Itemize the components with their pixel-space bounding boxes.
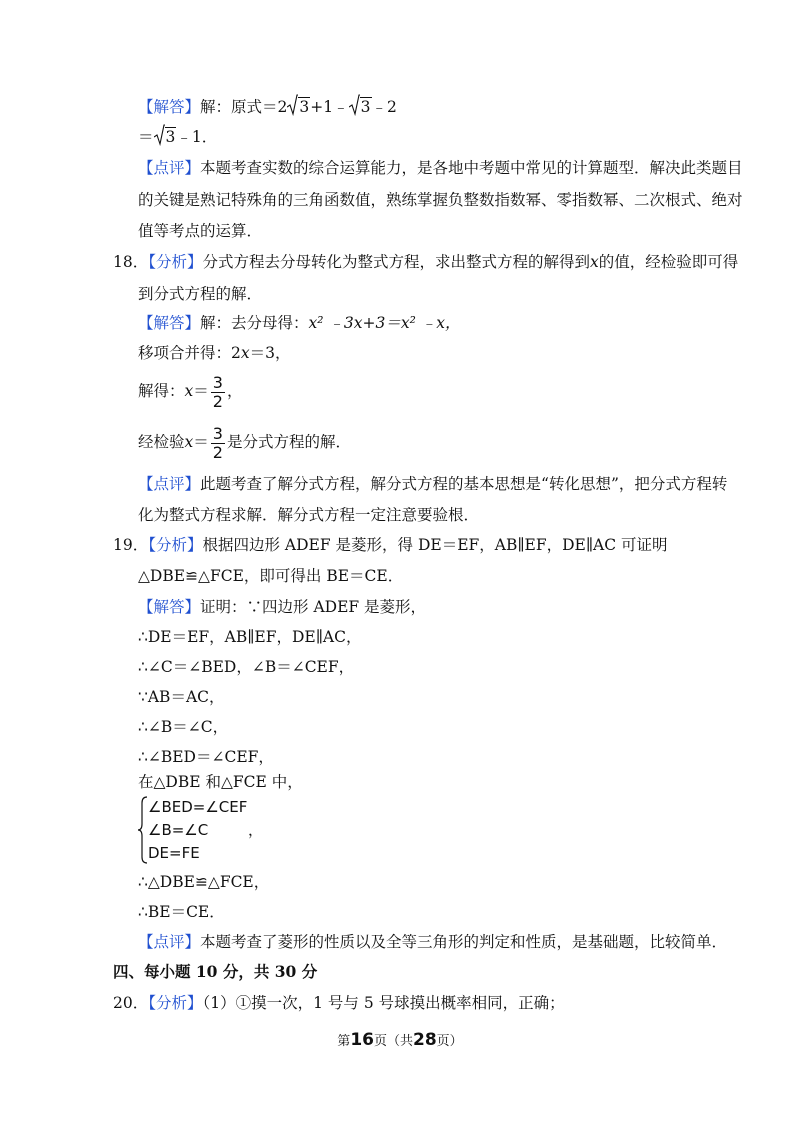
equation-system [138, 796, 298, 864]
system-row: ∠B=∠C [148, 821, 209, 839]
q19-analysis-line-1: 19．【分析】根据四边形 ADEF 是菱形，得 DE＝EF，AB∥EF，DE∥AC 可证明 [113, 536, 668, 554]
q17-sol-prefix: 解：原式＝2 [200, 98, 288, 116]
q19-step: ∴∠BED＝∠CEF， [138, 748, 274, 766]
comment-tag: 【点评】 [138, 475, 201, 493]
question-number: 19． [113, 536, 149, 554]
sqrt-symbol: 3 [154, 127, 177, 147]
sqrt-symbol: 3 [349, 97, 372, 117]
q19-step: 在△DBE 和△FCE 中， [138, 773, 303, 791]
sqrt-symbol: 3 [287, 97, 310, 117]
q19-analysis-line-2: △DBE≌△FCE，即可得出 BE＝CE． [138, 567, 404, 585]
q19-conclusion-2: ∴BE＝CE． [138, 903, 225, 921]
q18-comment-line-2: 化为整式方程求解．解分式方程一定注意要验根． [138, 506, 480, 524]
answer-tag: 【解答】 [138, 598, 201, 616]
fraction: $\frac{3}{2}$ [212, 423, 223, 462]
q19-comment: 【点评】本题考查了菱形的性质以及全等三角形的判定和性质，是基础题，比较简单． [138, 933, 728, 951]
analysis-tag: 【分析】 [148, 253, 203, 271]
q17-solution-line-2: ＝ 3﹣1． [138, 127, 217, 147]
q18-analysis-line-2: 到分式方程的解． [138, 285, 263, 303]
q18-solution-line-3: 解得：x＝ $\frac{3}{2}$ ， [138, 372, 243, 411]
q19-conclusion-1: ∴△DBE≌△FCE， [138, 873, 270, 891]
q18-comment-line-1: 【点评】此题考查了解分式方程，解分式方程的基本思想是“转化思想”，把分式方程转 [138, 475, 728, 493]
q19-solution-line-1: 【解答】证明：∵四边形 ADEF 是菱形， [138, 598, 427, 616]
q17-comment-line-1: 【点评】本题考查实数的综合运算能力，是各地中考题中常见的计算题型．解决此类题目 [138, 159, 743, 177]
page-total: 28 [413, 1030, 437, 1050]
q19-step: ∵AB＝AC， [138, 688, 225, 706]
system-comma: ， [248, 821, 264, 839]
q17-comment-line-3: 值等考点的运算． [138, 222, 263, 240]
comment-tag: 【点评】 [138, 933, 201, 951]
analysis-tag: 【分析】 [148, 994, 203, 1012]
q18-analysis-line-1: 18．【分析】分式方程去分母转化为整式方程，求出整式方程的解得到x的值，经检验即可得 [113, 253, 739, 271]
q19-step: ∴∠C＝∠BED，∠B＝∠CEF， [138, 658, 355, 676]
q19-step: ∴DE＝EF，AB∥EF，DE∥AC， [138, 628, 362, 646]
q17-solution-line-1: 【解答】解：原式＝2 3+1﹣ 3﹣2 [138, 97, 397, 117]
system-row: DE=FE [148, 844, 200, 862]
page-number: 16 [350, 1030, 374, 1050]
question-number: 18． [113, 253, 149, 271]
q17-comment-line-2: 的关键是熟记特殊角的三角函数值，熟练掌握负整数指数幂、零指数幂、二次根式、绝对 [138, 191, 743, 209]
question-number: 20． [113, 994, 149, 1012]
answer-tag: 【解答】 [138, 314, 201, 332]
comment-tag: 【点评】 [138, 159, 201, 177]
q18-solution-line-1: 【解答】解：去分母得：x² ﹣3x+3＝x² ﹣x， [138, 314, 461, 332]
q19-step: ∴∠B＝∠C， [138, 718, 229, 736]
analysis-tag: 【分析】 [148, 536, 203, 554]
section-heading: 四、每小题 10 分，共 30 分 [113, 962, 318, 981]
left-brace-icon [138, 796, 148, 864]
q18-solution-line-2: 移项合并得：2x＝3， [138, 344, 291, 362]
answer-tag: 【解答】 [138, 98, 201, 116]
q18-check-line: 经检验x＝ $\frac{3}{2}$ 是分式方程的解． [138, 423, 351, 462]
q20-analysis-line-1: 20．【分析】（1）①摸一次，1 号与 5 号球摸出概率相同，正确； [113, 994, 565, 1012]
page-footer: 第16页（共28页） [337, 1030, 463, 1050]
fraction: $\frac{3}{2}$ [212, 372, 223, 411]
system-row: ∠BED=∠CEF [148, 798, 248, 816]
